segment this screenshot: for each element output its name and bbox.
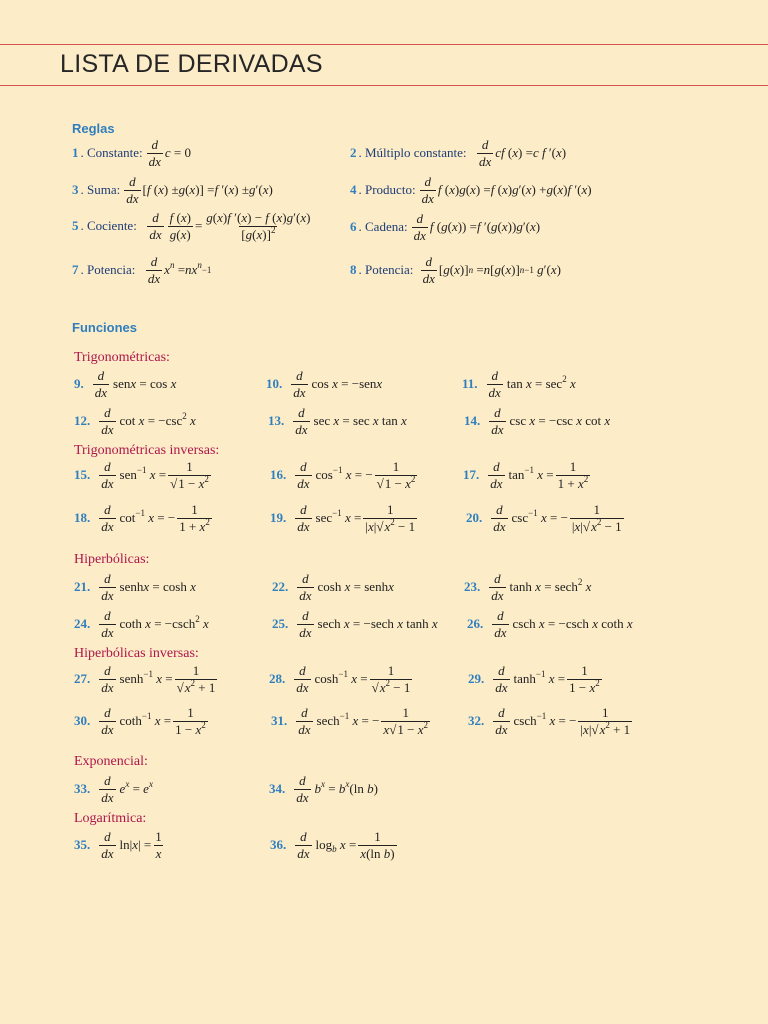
- rule-7: 7 . Potencia: $\frac{d}{dx}$ $x^n$ = $nx^n$ −1: [72, 254, 212, 286]
- formula-23: 23. $\frac{d}{dx}$ tanh x = sech$^2$ x: [464, 571, 592, 603]
- formula-28: 28. $\frac{d}{dx}$ $\cosh^{-1} x$ = $\frac{1}{√x^2 - 1}$: [269, 663, 411, 695]
- rule-3: 3 . Suma: $\frac{d}{dx}$ [ f ( x ) ± g ( x )] = f ′( x ) ± g ′( x ): [72, 174, 273, 206]
- rule-1: 1 . Constante: $\frac{d}{dx}$ c = 0: [72, 137, 192, 169]
- formula-24: 24. $\frac{d}{dx}$ coth x = −csch$^2$ x: [74, 608, 209, 640]
- formula-11: 11. $\frac{d}{dx}$ $\tan x = \sec^2 x$: [462, 368, 576, 400]
- subheading-inverse-hyperbolic: Hiperbólicas inversas:: [74, 646, 199, 661]
- formula-10: 10. $\frac{d}{dx}$ cos x = −senx: [266, 368, 383, 400]
- section-heading-functions: Funciones: [72, 320, 138, 335]
- subheading-exponential: Exponencial:: [74, 754, 148, 769]
- formula-18: 18. $\frac{d}{dx}$ $\cot^{-1} x$ = − $\frac{1}{1 + x^2}$: [74, 502, 210, 534]
- formula-21: 21. $\frac{d}{dx}$ senhx = cosh x: [74, 571, 196, 603]
- formula-33: 33. $\frac{d}{dx}$ $e^x = e^x$: [74, 773, 153, 805]
- formula-29: 29. $\frac{d}{dx}$ $\tanh^{-1} x$ = $\frac{1}{1 - x^2}$: [468, 663, 600, 695]
- formula-30: 30. $\frac{d}{dx}$ coth$^{-1}$ x = $\frac{1}{1 - x^2}$: [74, 705, 206, 737]
- formula-31: 31. $\frac{d}{dx}$ sech$^{-1}$ x = − $\frac{1}{x√1 - x^2}$: [271, 705, 428, 737]
- formula-19: 19. $\frac{d}{dx}$ $\sec^{-1} x$ = $\frac{1}{|x|√x^2 - 1}$: [270, 502, 416, 534]
- subheading-trig: Trigonométricas:: [74, 350, 170, 365]
- subheading-hyperbolic: Hiperbólicas:: [74, 552, 150, 567]
- formula-32: 32. $\frac{d}{dx}$ csch$^{-1}$ x = − $\frac{1}{|x|√x^2 + 1}$: [468, 705, 631, 737]
- formula-17: 17. $\frac{d}{dx}$ $\tan^{-1} x$ = $\frac{1}{1 + x^2}$: [463, 459, 589, 491]
- subheading-inverse-trig: Trigonométricas inversas:: [74, 443, 220, 458]
- formula-16: 16. $\frac{d}{dx}$ $\cos^{-1} x$ = − $\frac{1}{√1 - x^2}$: [270, 459, 416, 491]
- formula-22: 22. $\frac{d}{dx}$ cosh x = senhx: [272, 571, 394, 603]
- formula-15: 15. $\frac{d}{dx}$ sen$^{-1}$ x = $\frac{1}{√1 - x^2}$: [74, 459, 209, 491]
- top-rule: [0, 44, 768, 45]
- formula-36: 36. $\frac{d}{dx}$ $\log_b x$ = $\frac{1}{\text{x(ln b)}}$: [270, 829, 395, 861]
- formula-12: 12. $\frac{d}{dx}$ $\cot x = -\csc^2$ x: [74, 405, 196, 437]
- title-rule: [0, 85, 768, 86]
- rule-2: 2 . Múltiplo constante: $\frac{d}{dx}$ cf ( x ) = c f ′( x ): [350, 137, 567, 169]
- formula-34: 34. $\frac{d}{dx}$ $b^x = b^x(\ln$ b): [269, 773, 378, 805]
- formula-26: 26. $\frac{d}{dx}$ csch x = −csch x coth x: [467, 608, 633, 640]
- rule-4: 4 . Producto: $\frac{d}{dx}$ f ( x ) g ( x ) = f ( x ) g ′( x ) + g ( x ) f ′( x ): [350, 174, 592, 206]
- formula-13: 13. $\frac{d}{dx}$ sec x = sec x tan x: [268, 405, 407, 437]
- formula-27: 27. $\frac{d}{dx}$ senh$^{-1}$ x = $\frac{1}{√x^2 + 1}$: [74, 663, 216, 695]
- subheading-logarithmic: Logarítmica:: [74, 811, 147, 826]
- formula-35: 35. $\frac{d}{dx}$ ln|x| = $\frac{1}{x}$: [74, 829, 162, 861]
- page-title: LISTA DE DERIVADAS: [60, 50, 323, 78]
- formula-25: 25. $\frac{d}{dx}$ sech x = −sech x tanh x: [272, 608, 438, 640]
- rule-5: 5 . Cociente: $\frac{d}{dx}$ $\frac{f (x)}{g(x)}$ = $\frac{g(x)f '(x) - f (x)g'(x)}{[g(x)]^2}$: [72, 210, 311, 242]
- section-heading-rules: Reglas: [72, 121, 115, 136]
- rule-8: 8 . Potencia: $\frac{d}{dx}$ [ g ( x )] n = n [ g ( x )] n−1 g ′( x ): [350, 254, 561, 286]
- formula-14: 14. $\frac{d}{dx}$ csc x = −csc x cot x: [464, 405, 611, 437]
- formula-9: 9. $\frac{d}{dx}$ senx = cos x: [74, 368, 177, 400]
- rule-6: 6 . Cadena: $\frac{d}{dx}$ f ( g ( x )) = f ′( g ( x )) g ′( x ): [350, 211, 541, 243]
- formula-20: 20. $\frac{d}{dx}$ $\csc^{-1} x$ = − $\frac{1}{|x|√x^2 - 1}$: [466, 502, 622, 534]
